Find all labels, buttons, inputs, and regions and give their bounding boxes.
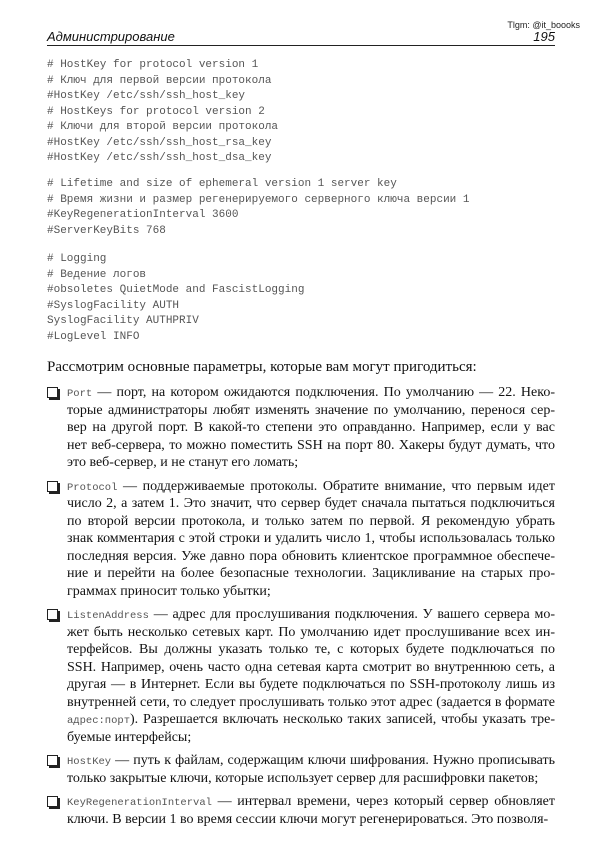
text-line — [67, 711, 555, 729]
code-line: #HostKey /etc/ssh/ssh_host_key — [47, 90, 246, 102]
code-line: # HostKey for protocol version 1 — [47, 59, 259, 71]
line-text: вер на другой порт. В какой-то степени это оправданно. Например, если у вас — [67, 420, 555, 435]
parameter-list — [47, 384, 555, 828]
code-block-logging — [47, 252, 304, 345]
line-text: торые администраторы любят изменять значение по умолчанию, перенося сер- — [67, 402, 555, 418]
text-line — [67, 384, 555, 402]
parameter-name: Port — [67, 388, 93, 400]
line-text: — порт, на котором ожидаются подключения. По умолчанию — 22. Неко- — [92, 385, 555, 400]
parameter-name: ListenAddress — [67, 610, 149, 622]
line-text: граммах приносит только убытки; — [67, 583, 271, 599]
chapter-title: Администрирование — [47, 29, 175, 44]
line-text: число 2, а затем 1. Это значит, что сервер будет сначала пытаться подключиться — [67, 496, 555, 511]
line-text: ние и перейти на более безопасные технологии. Зацикливание на старых про- — [67, 566, 555, 581]
code-line: #HostKey /etc/ssh/ssh_host_dsa_key — [47, 152, 272, 164]
text-line — [67, 530, 555, 548]
text-line — [67, 624, 555, 642]
line-text: ключи. В версии 1 во время сессии ключи могут регенерироваться. Это позволя- — [67, 811, 549, 827]
text-line — [67, 641, 555, 659]
code-line: #ServerKeyBits 768 — [47, 224, 166, 237]
line-text: знак комментария с этой строки и удалить число 1, чтобы использовалась только — [67, 531, 555, 546]
text-line — [67, 495, 555, 513]
parameter-name: Protocol — [67, 481, 118, 494]
code-line: #SyslogFacility AUTH — [47, 299, 180, 312]
checkbox-bullet-icon — [47, 796, 58, 807]
code-line: # Logging — [47, 253, 107, 265]
bullet-protocol — [47, 478, 555, 601]
text-line — [67, 752, 555, 770]
text-line — [67, 513, 555, 531]
text-line — [67, 659, 555, 677]
bullet-port — [47, 384, 555, 472]
checkbox-bullet-icon — [47, 481, 58, 492]
code-line: #KeyRegenerationInterval 3600 — [47, 209, 239, 221]
line-text: терфейсов. Вы должны указать только те, с которых будете подключаться по — [67, 642, 555, 657]
line-text: по второй версии протокола, и только затем по первой. Я рекомендую убрать — [67, 513, 555, 529]
checkbox-bullet-icon — [47, 609, 58, 620]
line-text: SSH. Например, очень часто одна сетевая карта смотрит во внутреннюю сеть, а — [67, 659, 555, 675]
text-line — [67, 402, 555, 420]
running-header — [47, 29, 555, 46]
text-line — [67, 565, 555, 583]
code-line: #HostKey /etc/ssh/ssh_host_rsa_key — [47, 136, 272, 149]
line-text: — поддерживаемые протоколы. Обратите внимание, что первым идет — [117, 478, 555, 494]
text-line: буемые интерфейсы; — [67, 729, 192, 745]
text-line — [67, 583, 555, 601]
intro-paragraph: Рассмотрим основные параметры, которые вам могут пригодиться: — [47, 359, 477, 375]
text-line — [67, 437, 555, 455]
text-line — [67, 548, 555, 566]
code-block-keyregen — [47, 177, 469, 239]
line-text: нет веб-сервера, то можно поместить SSH на порт 80. Хакеры будут думать, что — [67, 437, 555, 453]
page-number: 195 — [533, 29, 555, 44]
text-line — [67, 676, 555, 694]
text-line — [67, 454, 555, 472]
inline-code: адрес:порт — [67, 715, 131, 727]
code-line: # HostKeys for protocol version 2 — [47, 105, 265, 118]
text-line — [67, 770, 555, 788]
code-block-hostkey — [47, 58, 278, 167]
checkbox-bullet-icon — [47, 387, 58, 398]
parameter-name: KeyRegenerationInterval — [67, 797, 212, 809]
code-line: SyslogFacility AUTHPRIV — [47, 315, 199, 327]
code-line: # Ведение логов — [47, 268, 147, 281]
code-line: # Ключ для первой версии протокола — [47, 74, 272, 87]
line-text: другая — в Интернет. Если вы будете подключаться по SSH-протоколу лишь из — [67, 677, 555, 692]
line-text: внутренней сети, то следует прослушивать только этот адрес (задается в формате — [67, 694, 555, 710]
code-line: # Lifetime and size of ephemeral version 1 server key — [47, 178, 397, 190]
line-text: — путь к файлам, содержащим ключи шифрования. Нужно прописывать — [111, 753, 555, 768]
code-line: # Время жизни и размер регенерируемого серверного ключа версии 1 — [47, 193, 470, 206]
watermark: Tlgm: @it_boooks — [507, 20, 580, 30]
code-line: #LogLevel INFO — [47, 330, 140, 343]
line-text: это веб-сервер, и не станут его ломать; — [67, 455, 299, 470]
code-line: #obsoletes QuietMode and FascistLogging — [47, 284, 305, 296]
checkbox-bullet-icon — [47, 755, 58, 766]
text-line — [67, 419, 555, 437]
text-line — [67, 478, 555, 496]
code-line: # Ключи для второй версии протокола — [47, 121, 279, 133]
bullet-listenaddress — [47, 606, 555, 746]
text-line — [67, 793, 555, 811]
line-text: ). Разрешается включать несколько таких записей, чтобы указать тре- — [130, 712, 555, 727]
bullet-hostkey — [47, 752, 555, 787]
line-text: — интервал времени, через который сервер обновляет — [211, 794, 555, 809]
bullet-keyregenerationinterval — [47, 793, 555, 828]
line-text: жет быть несколько сетевых карт. По умолчанию идет прослушивание всех ин- — [67, 624, 555, 640]
line-text: последняя версия. Уже давно пора обновить клиентское программное обеспече- — [67, 548, 555, 564]
text-line — [67, 694, 555, 712]
parameter-name: HostKey — [67, 756, 112, 768]
text-line — [67, 811, 555, 829]
line-text: только закрытые ключи, которые использует сервер для расшифровки пакетов; — [67, 770, 539, 786]
line-text: — адрес для прослушивания подключения. У вашего сервера мо- — [148, 607, 555, 622]
text-line — [67, 606, 555, 624]
